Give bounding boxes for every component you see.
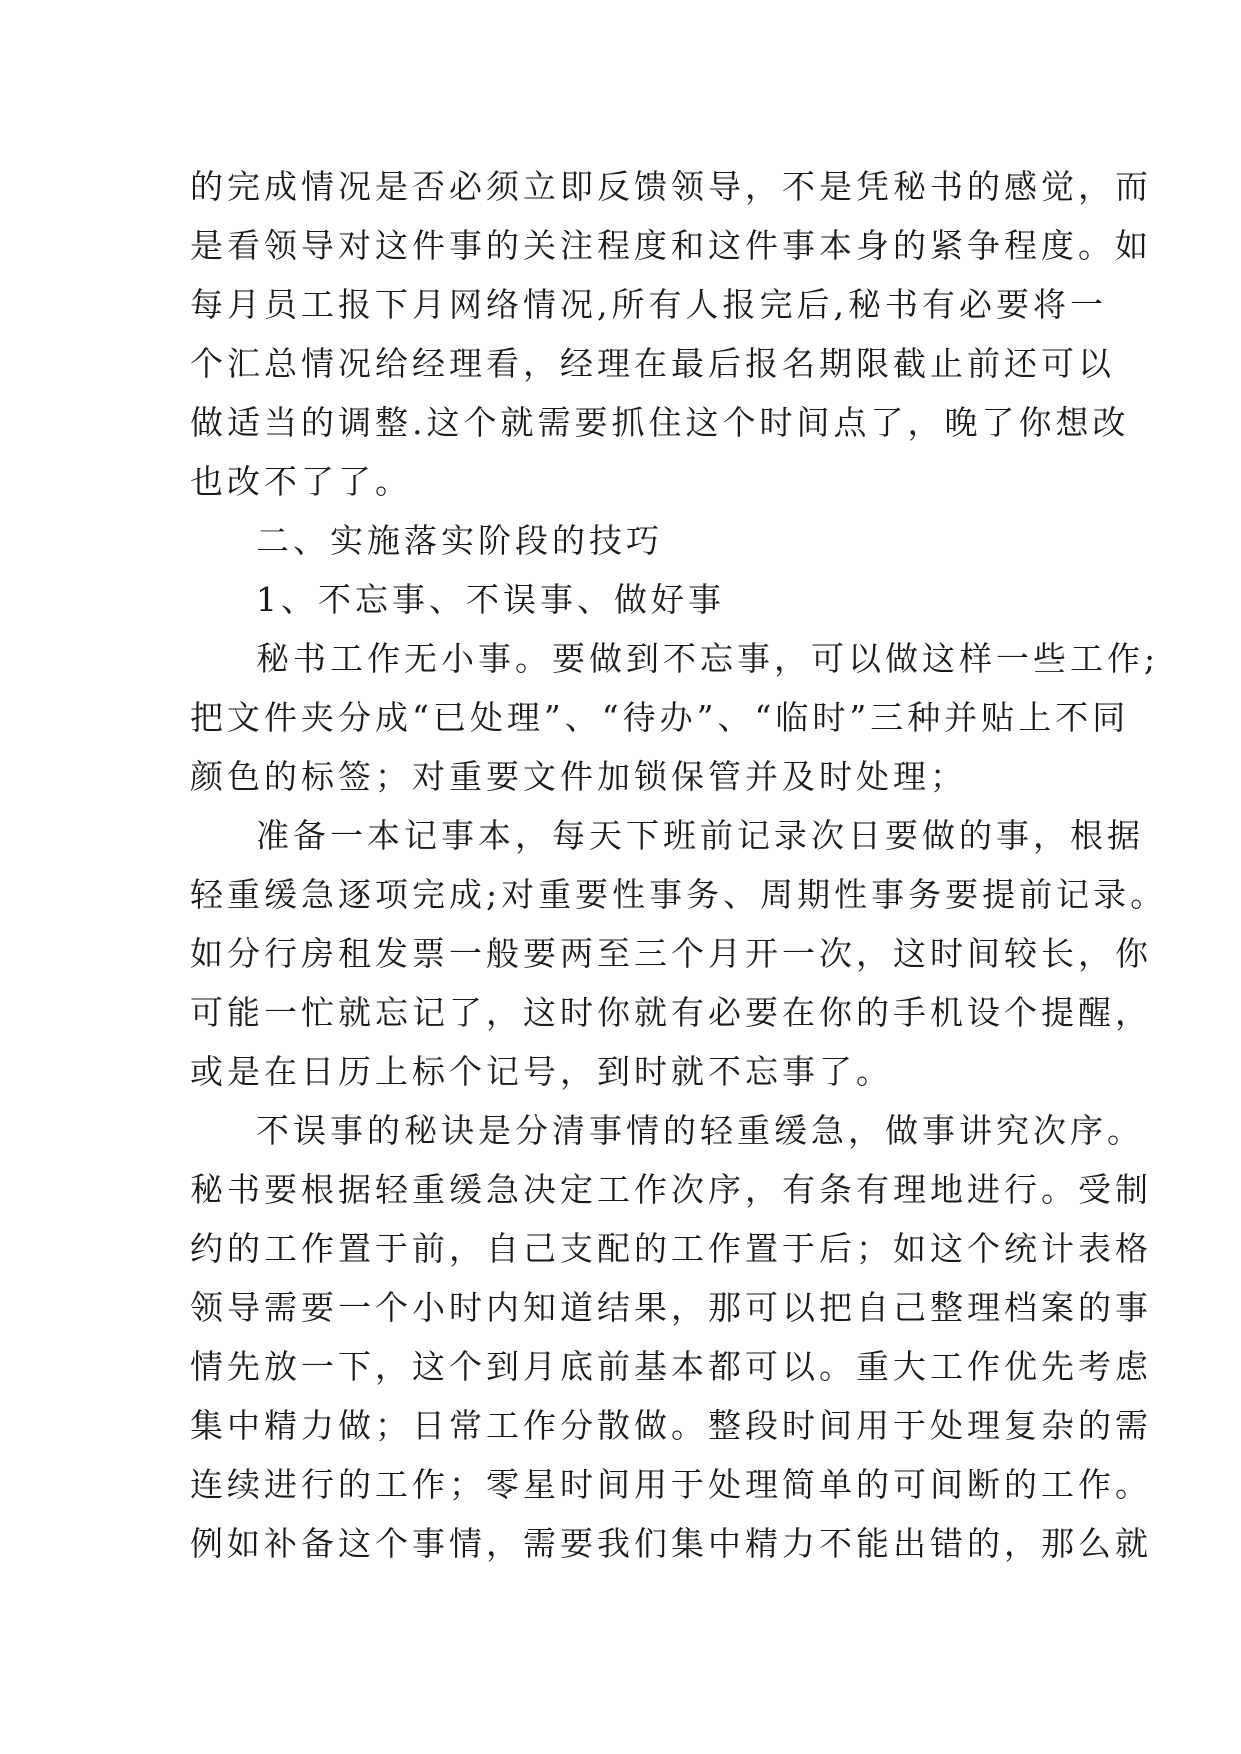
text-line: 每月员工报下月网络情况,所有人报完后,秘书有必要将一 — [190, 285, 1107, 324]
text-line: 集中精力做；日常工作分散做。整段时间用于处理复杂的需 — [190, 1406, 1152, 1445]
text-line: 秘书工作无小事。要做到不忘事，可以做这样一些工作; — [256, 639, 1160, 678]
text-line: 准备一本记事本，每天下班前记录次日要做的事，根据 — [256, 816, 1144, 855]
text-line: 可能一忙就忘记了，这时你就有必要在你的手机设个提醒， — [190, 993, 1152, 1032]
text-line: 约的工作置于前，自己支配的工作置于后；如这个统计表格 — [190, 1229, 1152, 1268]
body-text — [190, 157, 1168, 1573]
text-line: 个汇总情况给经理看，经理在最后报名期限截止前还可以 — [190, 344, 1115, 383]
text-line: 的完成情况是否必须立即反馈领导，不是凭秘书的感觉，而 — [190, 167, 1152, 206]
text-line: 如分行房租发票一般要两至三个月开一次，这时间较长，你 — [190, 934, 1152, 973]
text-line: 秘书要根据轻重缓急决定工作次序，有条有理地进行。受制 — [190, 1170, 1152, 1209]
text-line: 情先放一下，这个到月底前基本都可以。重大工作优先考虑 — [190, 1347, 1152, 1386]
text-line: 轻重缓急逐项完成;对重要性事务、周期性事务要提前记录。 — [190, 875, 1168, 914]
text-line: 连续进行的工作；零星时间用于处理简单的可间断的工作。 — [190, 1465, 1152, 1504]
text-line: 不误事的秘诀是分清事情的轻重缓急，做事讲究次序。 — [256, 1111, 1144, 1150]
text-line: 也改不了了。 — [190, 462, 412, 501]
section-heading: 二、实施落实阶段的技巧 — [256, 521, 663, 560]
text-line: 领导需要一个小时内知道结果，那可以把自己整理档案的事 — [190, 1288, 1152, 1327]
text-line: 或是在日历上标个记号，到时就不忘事了。 — [190, 1052, 893, 1091]
text-line: 是看领导对这件事的关注程度和这件事本身的紧争程度。如 — [190, 226, 1152, 265]
text-line: 颜色的标签；对重要文件加锁保管并及时处理； — [190, 757, 967, 796]
subsection-heading: 1、不忘事、不误事、做好事 — [256, 580, 725, 619]
text-line: 做适当的调整.这个就需要抓住这个时间点了，晚了你想改 — [190, 403, 1130, 442]
text-line: 例如补备这个事情，需要我们集中精力不能出错的，那么就 — [190, 1524, 1152, 1563]
text-line: 把文件夹分成“已处理”、“待办”、“临时”三种并贴上不同 — [190, 698, 1130, 737]
